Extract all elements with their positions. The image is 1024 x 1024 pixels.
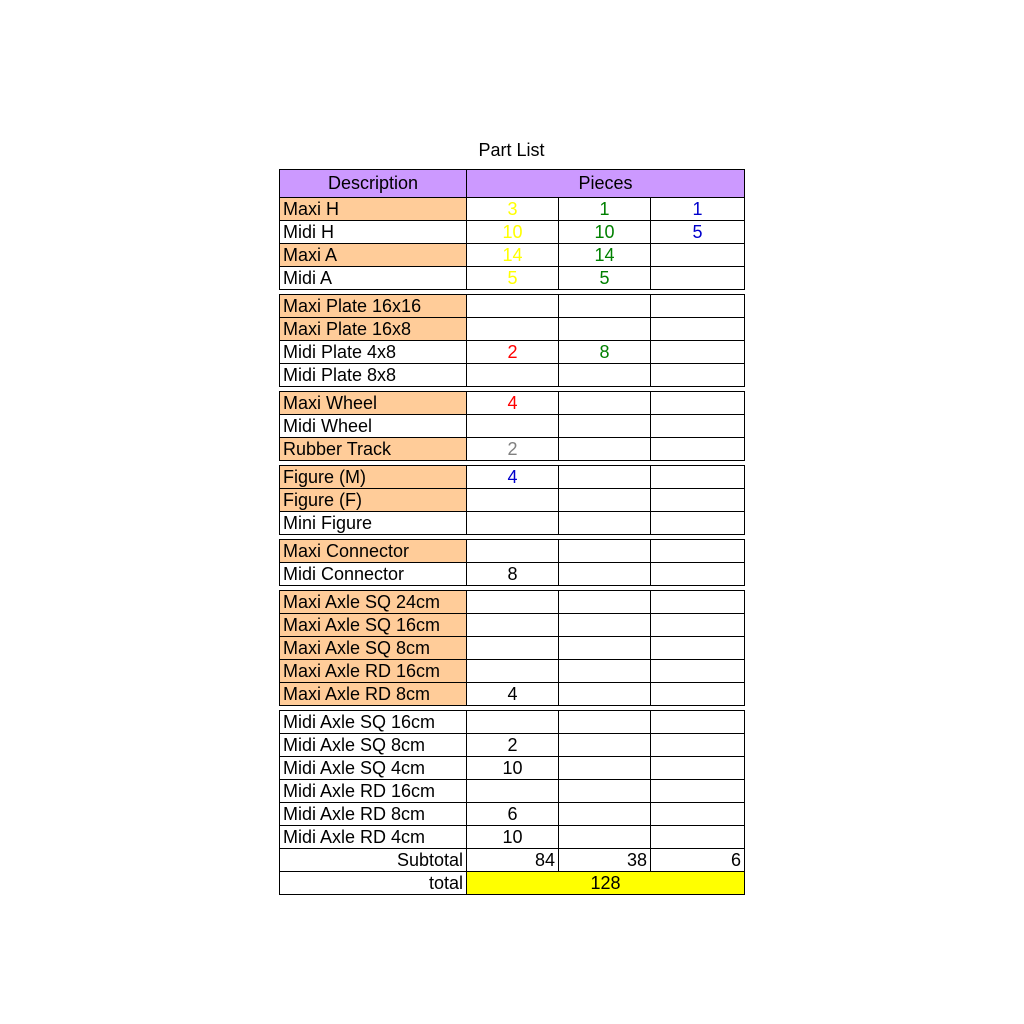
part-description: Maxi Axle SQ 24cm — [279, 590, 467, 614]
piece-count — [466, 511, 559, 535]
total-value: 128 — [466, 871, 745, 895]
part-description: Maxi Plate 16x8 — [279, 317, 467, 341]
piece-count — [650, 465, 745, 489]
piece-count — [650, 802, 745, 826]
piece-count — [466, 659, 559, 683]
piece-count — [558, 779, 651, 803]
part-description: Maxi Plate 16x16 — [279, 294, 467, 318]
piece-count — [558, 636, 651, 660]
piece-count — [558, 437, 651, 461]
piece-count — [466, 539, 559, 563]
piece-count: 1 — [650, 197, 745, 221]
piece-count: 5 — [466, 266, 559, 290]
piece-count — [558, 590, 651, 614]
piece-count — [650, 363, 745, 387]
piece-count — [650, 825, 745, 849]
piece-count — [650, 682, 745, 706]
piece-count — [650, 488, 745, 512]
pieces-header: Pieces — [466, 169, 745, 198]
piece-count — [466, 317, 559, 341]
part-description: Maxi Wheel — [279, 391, 467, 415]
piece-count — [466, 636, 559, 660]
subtotal-value: 38 — [558, 848, 651, 872]
piece-count — [558, 539, 651, 563]
piece-count — [650, 317, 745, 341]
piece-count: 5 — [650, 220, 745, 244]
piece-count: 14 — [558, 243, 651, 267]
piece-count: 5 — [558, 266, 651, 290]
piece-count — [466, 710, 559, 734]
piece-count — [466, 363, 559, 387]
piece-count: 10 — [558, 220, 651, 244]
piece-count: 6 — [466, 802, 559, 826]
piece-count — [466, 414, 559, 438]
subtotal-value: 6 — [650, 848, 745, 872]
piece-count: 14 — [466, 243, 559, 267]
piece-count — [650, 733, 745, 757]
subtotal-value: 84 — [466, 848, 559, 872]
piece-count — [650, 437, 745, 461]
part-description: Midi Plate 8x8 — [279, 363, 467, 387]
description-header: Description — [279, 169, 467, 198]
piece-count — [558, 414, 651, 438]
part-description: Maxi Axle SQ 8cm — [279, 636, 467, 660]
part-description: Midi Connector — [279, 562, 467, 586]
piece-count: 4 — [466, 682, 559, 706]
piece-count: 1 — [558, 197, 651, 221]
part-description: Midi Axle SQ 4cm — [279, 756, 467, 780]
piece-count: 2 — [466, 437, 559, 461]
piece-count — [466, 294, 559, 318]
piece-count — [650, 539, 745, 563]
piece-count — [558, 825, 651, 849]
piece-count: 10 — [466, 756, 559, 780]
piece-count — [558, 363, 651, 387]
piece-count — [466, 613, 559, 637]
part-description: Maxi Axle SQ 16cm — [279, 613, 467, 637]
part-description: Maxi Axle RD 16cm — [279, 659, 467, 683]
piece-count — [558, 294, 651, 318]
piece-count: 2 — [466, 733, 559, 757]
part-description: Maxi Axle RD 8cm — [279, 682, 467, 706]
piece-count — [650, 511, 745, 535]
piece-count — [558, 317, 651, 341]
piece-count — [650, 391, 745, 415]
part-description: Midi Plate 4x8 — [279, 340, 467, 364]
piece-count: 3 — [466, 197, 559, 221]
piece-count — [558, 682, 651, 706]
piece-count — [650, 243, 745, 267]
piece-count — [650, 414, 745, 438]
part-description: Midi Axle RD 8cm — [279, 802, 467, 826]
piece-count — [558, 659, 651, 683]
part-description: Midi Axle RD 16cm — [279, 779, 467, 803]
part-description: Maxi Connector — [279, 539, 467, 563]
piece-count — [466, 590, 559, 614]
piece-count — [650, 710, 745, 734]
piece-count: 10 — [466, 825, 559, 849]
piece-count: 4 — [466, 465, 559, 489]
piece-count — [466, 488, 559, 512]
piece-count — [650, 613, 745, 637]
piece-count — [558, 710, 651, 734]
piece-count — [558, 511, 651, 535]
part-description: Figure (F) — [279, 488, 467, 512]
part-description: Midi Axle RD 4cm — [279, 825, 467, 849]
part-description: Figure (M) — [279, 465, 467, 489]
piece-count: 2 — [466, 340, 559, 364]
page-title: Part List — [478, 140, 545, 160]
subtotal-label: Subtotal — [279, 848, 467, 872]
part-description: Midi Axle SQ 8cm — [279, 733, 467, 757]
part-description: Midi Wheel — [279, 414, 467, 438]
piece-count — [650, 779, 745, 803]
piece-count — [650, 562, 745, 586]
piece-count — [650, 756, 745, 780]
piece-count — [558, 756, 651, 780]
part-description: Midi Axle SQ 16cm — [279, 710, 467, 734]
part-description: Rubber Track — [279, 437, 467, 461]
piece-count: 10 — [466, 220, 559, 244]
piece-count — [558, 488, 651, 512]
piece-count — [558, 562, 651, 586]
piece-count — [650, 636, 745, 660]
part-description: Midi A — [279, 266, 467, 290]
piece-count — [558, 802, 651, 826]
piece-count — [558, 613, 651, 637]
piece-count — [466, 779, 559, 803]
piece-count: 4 — [466, 391, 559, 415]
piece-count — [650, 590, 745, 614]
part-description: Maxi A — [279, 243, 467, 267]
piece-count — [650, 659, 745, 683]
part-description: Midi H — [279, 220, 467, 244]
piece-count — [650, 266, 745, 290]
piece-count: 8 — [558, 340, 651, 364]
piece-count — [558, 733, 651, 757]
piece-count — [650, 294, 745, 318]
piece-count — [650, 340, 745, 364]
part-description: Mini Figure — [279, 511, 467, 535]
piece-count — [558, 465, 651, 489]
total-label: total — [279, 871, 467, 895]
piece-count — [558, 391, 651, 415]
part-description: Maxi H — [279, 197, 467, 221]
piece-count: 8 — [466, 562, 559, 586]
